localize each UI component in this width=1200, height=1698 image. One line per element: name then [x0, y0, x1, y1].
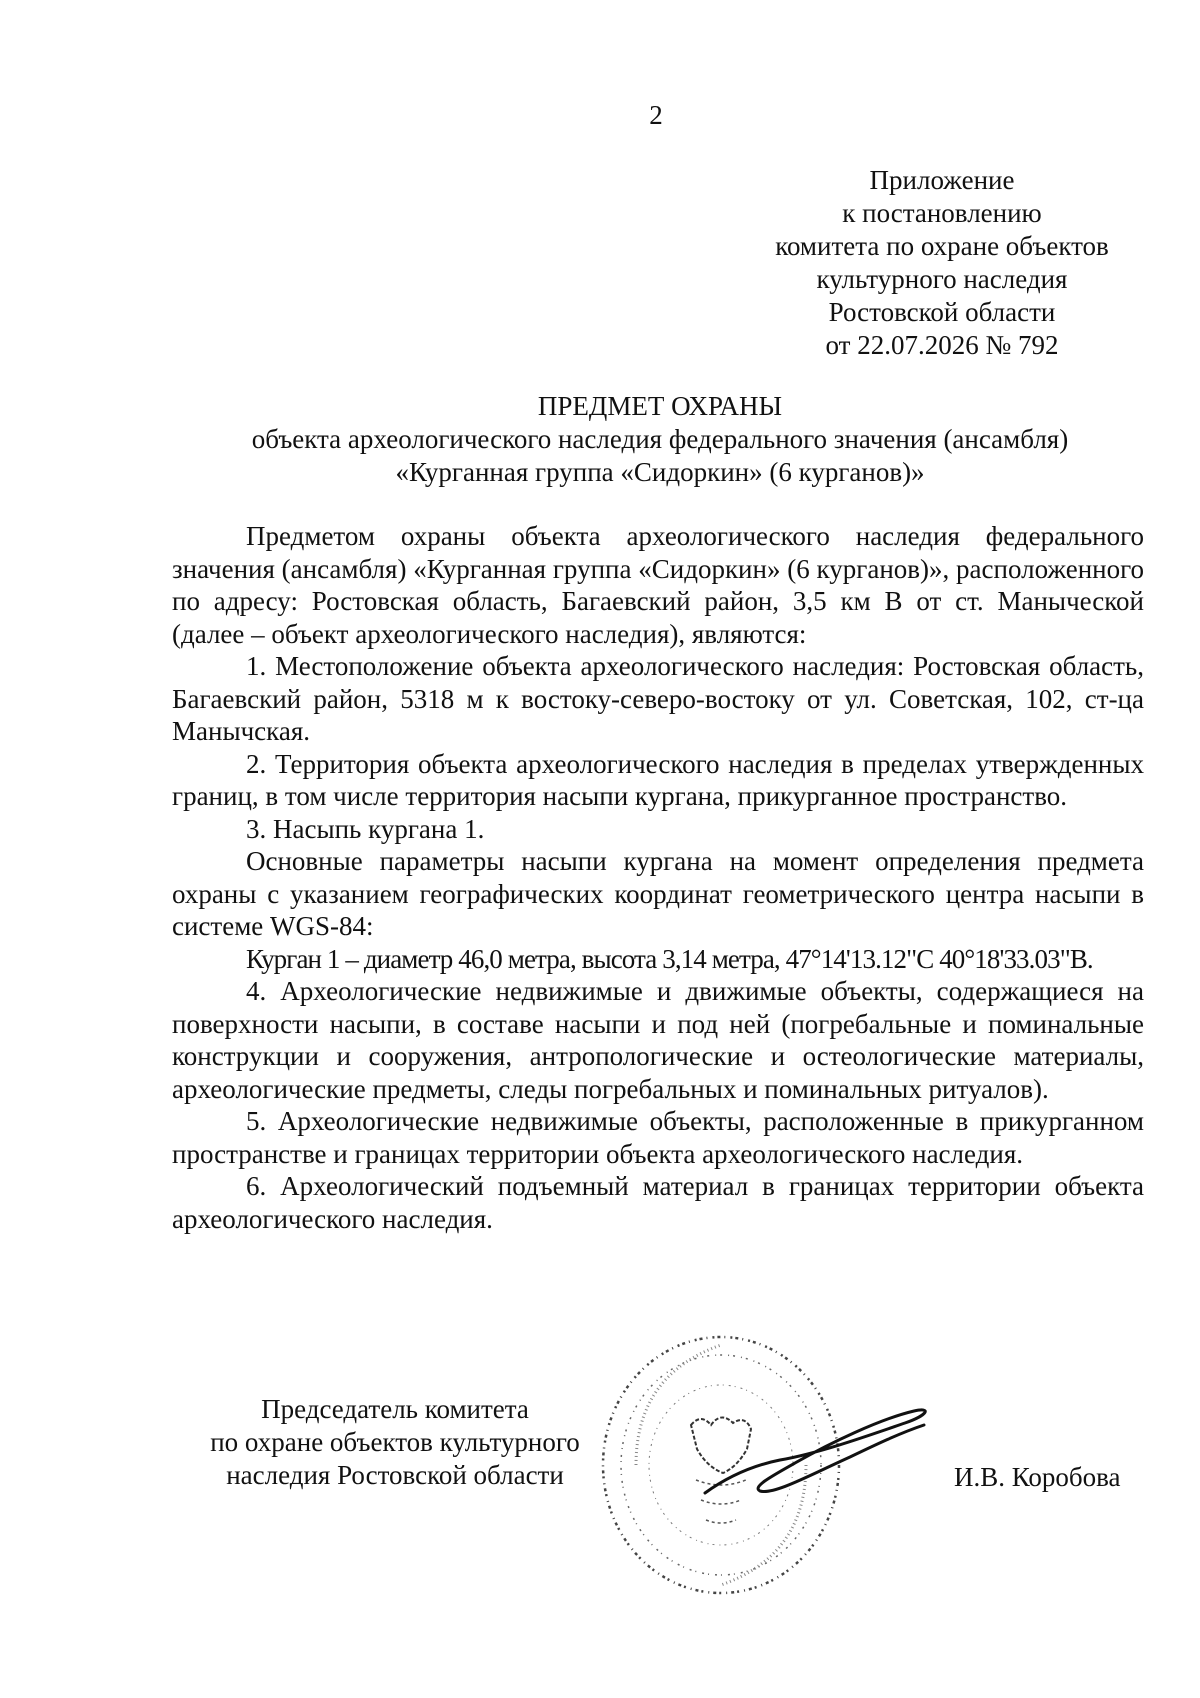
item-3-paragraph: 3. Насыпь кургана 1. — [246, 813, 485, 844]
appendix-block — [760, 164, 1124, 362]
appendix-line: комитета по охране объектов — [775, 231, 1109, 261]
document-heading: ПРЕДМЕТ ОХРАНЫ — [537, 391, 783, 421]
appendix-line: от 22.07.2026 № 792 — [825, 330, 1059, 360]
params-paragraph: Основные параметры насыпи кургана на момент определения предмета охраны с указанием географических координат геометрического центра насыпи в системе WGS-84: — [172, 846, 1144, 941]
item-5-paragraph: 5. Археологические недвижимые объекты, расположенные в прикурганном пространстве и границах территории объекта археологического наследия. — [172, 1106, 1144, 1169]
appendix-line: Приложение — [869, 165, 1015, 195]
position-line: Председатель комитета — [261, 1394, 529, 1424]
item-2-paragraph: 2. Территория объекта археологического наследия в пределах утвержденных границ, в том числе территория насыпи кургана, прикурганное пространство. — [172, 748, 1144, 811]
appendix-line: Ростовской области — [828, 297, 1056, 327]
signatory-name: И.В. Коробова — [954, 1462, 1121, 1492]
position-line: наследия Ростовской области — [226, 1460, 564, 1490]
document-body — [172, 520, 1144, 1235]
document-subtitle: объекта археологического наследия федерального значения (ансамбля) — [251, 424, 1069, 454]
appendix-line: культурного наследия — [816, 264, 1068, 294]
appendix-line: к постановлению — [842, 198, 1042, 228]
signatory-position — [182, 1393, 608, 1492]
title-block — [160, 390, 1160, 489]
position-line: по охране объектов культурного — [210, 1427, 580, 1457]
document-subtitle: «Курганная группа «Сидоркин» (6 курганов)» — [395, 457, 925, 487]
handwritten-signature — [700, 1405, 930, 1505]
item-4-paragraph: 4. Археологические недвижимые и движимые объекты, содержащиеся на поверхности насыпи, в составе насыпи и под ней (погребальные и поминальные конструкции и сооружения, антропологические и остеологические материалы, археологические предметы, следы погребальных и поминальных ритуалов). — [172, 976, 1144, 1104]
page-number: 2 — [649, 100, 663, 130]
kurgan-coordinates: Курган 1 – диаметр 46,0 метра, высота 3,14 метра, 47°14'13.12"С 40°18'33.03"В. — [246, 943, 1093, 974]
item-1-paragraph: 1. Местоположение объекта археологического наследия: Ростовская область, Багаевский район, 5318 м к востоку-северо-востоку от ул. Советская, 102, ст-ца Манычская. — [172, 651, 1144, 746]
intro-paragraph: Предметом охраны объекта археологического наследия федерального значения (ансамбля) «Курганная группа «Сидоркин» (6 курганов)», расположенного по адресу: Ростовская область, Багаевский район, 3,5 км В от ст. Маныческой (далее – объект археологического наследия), являются: — [172, 521, 1144, 649]
item-6-paragraph: 6. Археологический подъемный материал в границах территории объекта археологического наследия. — [172, 1171, 1144, 1234]
